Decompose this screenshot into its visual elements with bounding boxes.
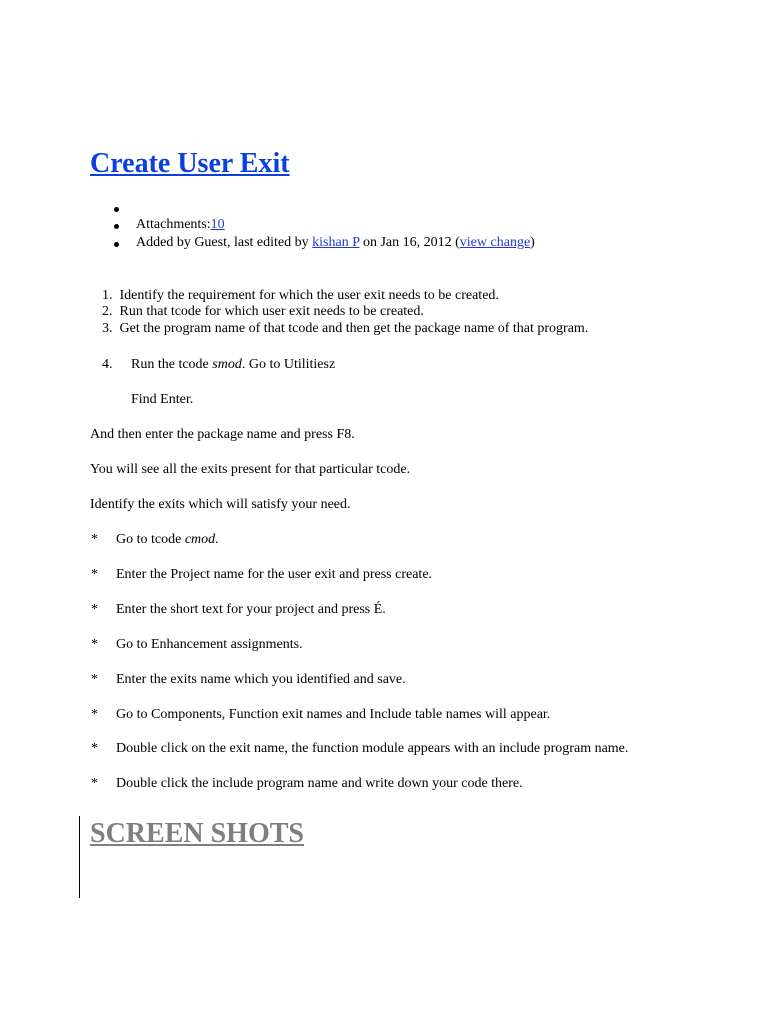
star-item-tcode: cmod xyxy=(184,532,216,547)
attachments-count-link[interactable]: 10 xyxy=(210,217,225,232)
star-item-text: Go to tcode xyxy=(116,532,185,547)
step-text: Get the program name of that tcode and then get the package name of that program. xyxy=(119,321,589,336)
bullet-empty xyxy=(114,207,119,212)
step-text: Run that tcode for which user exit needs to be created. xyxy=(119,304,424,319)
step-number: 2. xyxy=(102,304,113,319)
star-item: Double click on the exit name, the function module appears with an include program name. xyxy=(116,741,629,756)
star-item: Enter the Project name for the user exit and press create. xyxy=(116,567,433,582)
attachments-label: Attachments: xyxy=(136,217,211,232)
close-paren: ) xyxy=(530,235,535,250)
paragraph: Identify the exits which will satisfy your need. xyxy=(90,497,351,512)
added-by-text: Added by Guest, last edited by xyxy=(136,235,313,250)
star-item: Double click the include program name and write down your code there. xyxy=(116,776,523,791)
star-item: Enter the exits name which you identified and save. xyxy=(116,672,406,687)
heading-cursor-bar xyxy=(79,816,80,898)
star-marker: * xyxy=(91,532,98,547)
edit-date-text: on Jan 16, 2012 ( xyxy=(359,235,460,250)
bullet-attachments xyxy=(114,224,119,229)
star-item xyxy=(116,532,219,548)
view-change-link[interactable]: view change xyxy=(459,235,531,250)
star-marker: * xyxy=(91,672,98,687)
step-4-tcode: smod xyxy=(212,357,242,372)
star-marker: * xyxy=(91,637,98,652)
star-item: Go to Enhancement assignments. xyxy=(116,637,303,652)
step-number: 1. xyxy=(102,288,113,303)
step-4-text xyxy=(131,357,335,373)
page-title[interactable]: Create User Exit xyxy=(90,148,290,179)
star-marker: * xyxy=(91,707,98,722)
star-item: Go to Components, Function exit names and Include table names will appear. xyxy=(116,707,551,722)
editor-link[interactable]: kishan P xyxy=(312,235,360,250)
edit-info-line xyxy=(136,235,535,251)
find-enter-text: Find Enter. xyxy=(131,392,194,407)
star-marker: * xyxy=(91,567,98,582)
step-text: Identify the requirement for which the user exit needs to be created. xyxy=(119,288,499,303)
star-marker: * xyxy=(91,776,98,791)
step-4-pre: Run the tcode xyxy=(131,357,213,372)
step-4-post: . Go to Utilitiesz xyxy=(241,357,336,372)
step-1 xyxy=(102,288,499,304)
step-3 xyxy=(102,321,588,337)
star-marker: * xyxy=(91,602,98,617)
step-4-number: 4. xyxy=(102,357,113,372)
star-marker: * xyxy=(91,741,98,756)
attachments-line xyxy=(136,217,225,233)
paragraph: And then enter the package name and press F8. xyxy=(90,427,355,442)
star-item-suffix: . xyxy=(215,532,219,547)
bullet-added-by xyxy=(114,242,119,247)
step-2 xyxy=(102,304,424,320)
screenshots-heading: SCREEN SHOTS xyxy=(90,818,304,849)
star-item: Enter the short text for your project and press É. xyxy=(116,602,386,617)
paragraph: You will see all the exits present for that particular tcode. xyxy=(90,462,411,477)
step-number: 3. xyxy=(102,321,113,336)
